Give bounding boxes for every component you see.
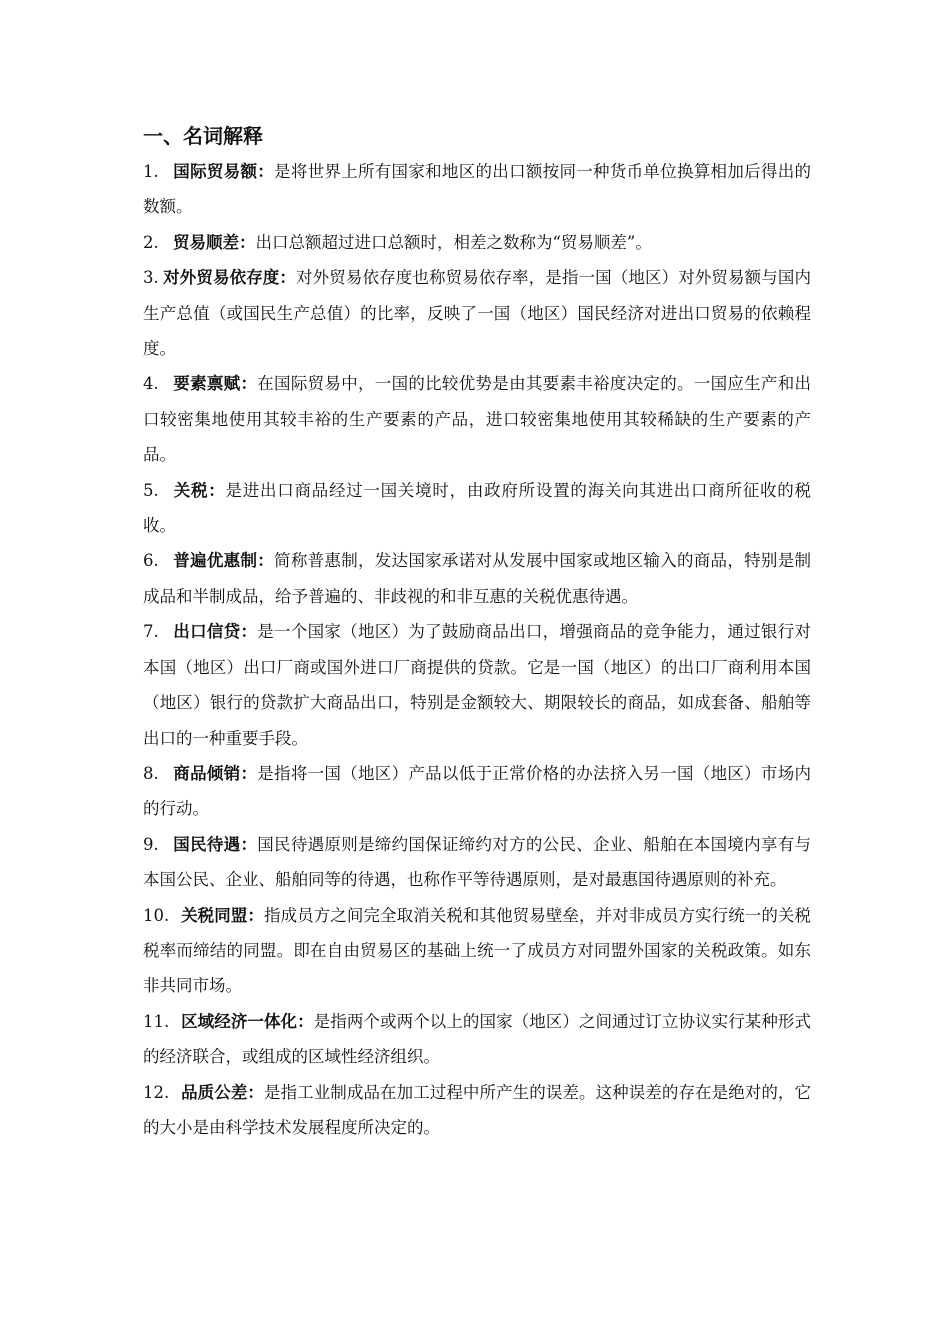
entry-number: 7. — [143, 622, 159, 642]
glossary-entry-9 — [143, 827, 811, 898]
glossary-entry-12 — [143, 1075, 811, 1146]
entry-definition: 是将世界上所有国家和地区的出口额按同一种货币单位换算相加后得出的数额。 — [143, 162, 812, 217]
entry-definition: 指成员方之间完全取消关税和其他贸易壁垒，并对非成员方实行统一的关税税率而缔结的同盟。即在自由贸易区的基础上统一了成员方对同盟外国家的关税政策。如东非共同市场。 — [143, 905, 812, 996]
entry-term: 品质公差： — [181, 1082, 264, 1102]
entry-number: 12. — [143, 1082, 170, 1102]
glossary-entry-11 — [143, 1004, 811, 1075]
entry-term: 普遍优惠制： — [173, 551, 275, 571]
section-title: 一、名词解释 — [143, 124, 263, 148]
entry-number: 6. — [143, 551, 159, 571]
glossary-entry-5 — [143, 473, 811, 544]
entry-term: 关税同盟： — [181, 905, 264, 925]
entry-definition: 国民待遇原则是缔约国保证缔约对方的公民、企业、船舶在本国境内享有与本国公民、企业、船舶同等的待遇，也称作平等待遇原则，是对最惠国待遇原则的补充。 — [143, 834, 812, 890]
entry-definition: 简称普惠制，发达国家承诺对从发展中国家或地区输入的商品，特别是制成品和半制成品，给予普遍的、非歧视的和非互惠的关税优惠待遇。 — [143, 551, 812, 606]
glossary-entry-6 — [143, 543, 811, 614]
entry-number: 11. — [143, 1011, 170, 1031]
glossary-entry-3 — [143, 260, 811, 366]
entry-term: 贸易顺差： — [173, 232, 256, 252]
entry-number: 10. — [143, 905, 170, 925]
entry-term: 国际贸易额： — [173, 162, 275, 181]
entry-term: 对外贸易依存度： — [163, 268, 297, 288]
glossary-entry-2 — [143, 225, 811, 260]
entry-term: 要素禀赋： — [173, 374, 258, 394]
entry-term: 国民待遇： — [173, 834, 258, 854]
entry-number: 5. — [143, 480, 159, 500]
entry-definition: 对外贸易依存度也称贸易依存率，是指一国（地区）对外贸易额与国内生产总值（或国民生产总值）的比率，反映了一国（地区）国民经济对进出口贸易的依赖程度。 — [143, 268, 812, 359]
entry-definition: 是进出口商品经过一国关境时，由政府所设置的海关向其进出口商所征收的税收。 — [143, 480, 812, 536]
entry-number: 3. — [143, 268, 159, 288]
glossary-entry-4 — [143, 366, 811, 472]
entry-number: 9. — [143, 834, 159, 854]
entry-number: 8. — [143, 763, 159, 783]
entry-number: 2. — [143, 232, 159, 252]
entry-term: 关税： — [173, 480, 226, 500]
glossary-entry-8 — [143, 756, 811, 827]
document-page — [143, 118, 811, 1145]
entry-number: 4. — [143, 374, 159, 394]
entry-definition: 在国际贸易中，一国的比较优势是由其要素丰裕度决定的。一国应生产和出口较密集地使用其较丰裕的生产要素的产品，进口较密集地使用其较稀缺的生产要素的产品。 — [143, 374, 812, 465]
entry-definition: 是指将一国（地区）产品以低于正常价格的办法挤入另一国（地区）市场内的行动。 — [143, 763, 812, 819]
entry-definition: 是指工业制成品在加工过程中所产生的误差。这种误差的存在是绝对的，它的大小是由科学技术发展程度所决定的。 — [143, 1082, 812, 1137]
entry-term: 区域经济一体化： — [181, 1011, 314, 1031]
entry-definition: 是一个国家（地区）为了鼓励商品出口，增强商品的竞争能力，通过银行对本国（地区）出口厂商或国外进口厂商提供的贷款。它是一国（地区）的出口厂商利用本国（地区）银行的贷款扩大商品出口，特别是金额较大、期限较长的商品，如成套备、船舶等出口的一种重要手段。 — [143, 622, 812, 748]
glossary-entry-10 — [143, 898, 811, 1004]
entry-definition: 出口总额超过进口总额时，相差之数称为“贸易顺差”。 — [255, 232, 652, 252]
glossary-entry-1 — [143, 154, 811, 225]
entry-term: 出口信贷： — [173, 622, 258, 642]
entry-number: 1. — [143, 162, 159, 181]
entry-term: 商品倾销： — [173, 763, 258, 783]
entry-definition: 是指两个或两个以上的国家（地区）之间通过订立协议实行某种形式的经济联合，或组成的区域性经济组织。 — [143, 1011, 812, 1067]
glossary-entry-7 — [143, 614, 811, 756]
